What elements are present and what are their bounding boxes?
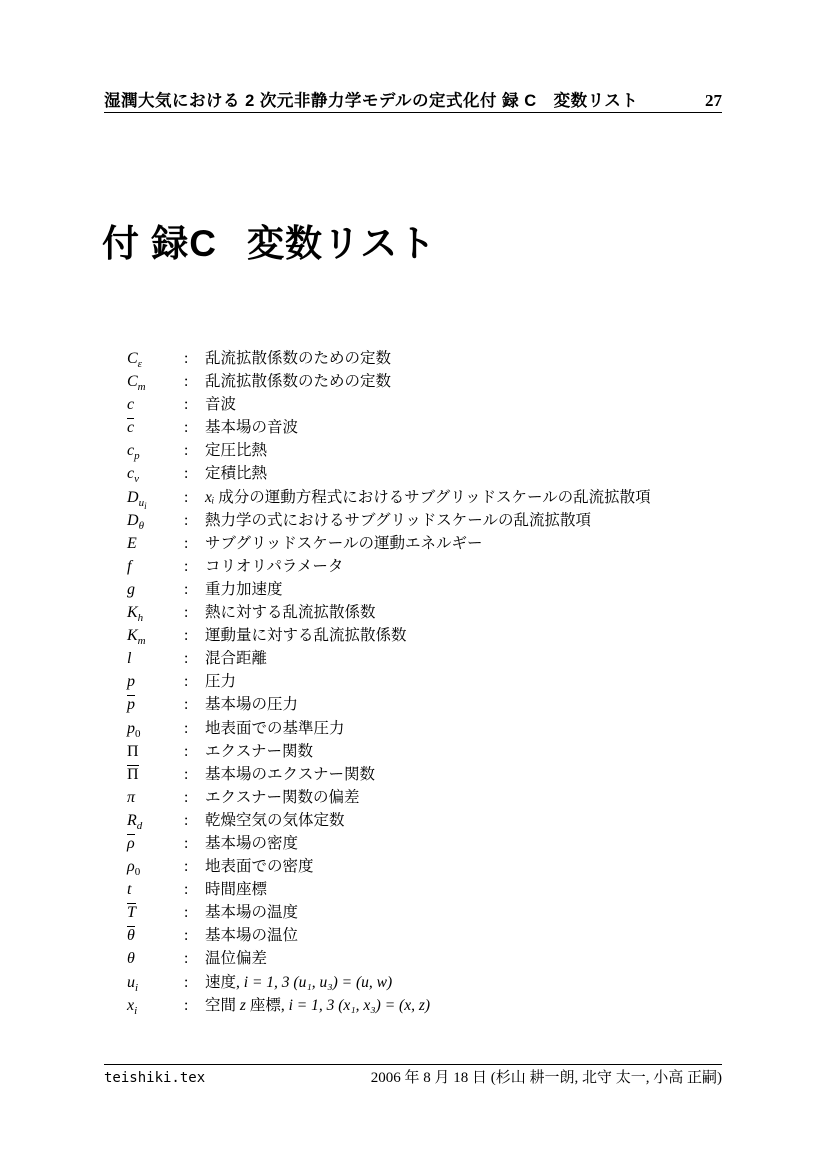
variable-symbol: $c_v$ xyxy=(127,465,139,486)
symbol-desc-separator: : xyxy=(184,488,189,506)
variable-symbol: T xyxy=(127,904,136,922)
variable-description: 基本場の温度 xyxy=(205,904,299,922)
variable-description: 空間 z 座標, i = 1, 3 (x₁, x₃) = (x, z) xyxy=(205,996,431,1014)
symbol-desc-separator: : xyxy=(184,557,189,575)
variable-description: 熱力学の式におけるサブグリッドスケールの乱流拡散項 xyxy=(205,511,591,529)
variable-row xyxy=(127,878,727,901)
symbol-desc-separator: : xyxy=(184,765,189,783)
variable-row xyxy=(127,393,727,416)
variable-description: 熱に対する乱流拡散係数 xyxy=(205,604,376,622)
symbol-desc-separator: : xyxy=(184,604,189,622)
variable-row xyxy=(127,416,727,439)
variable-description: 基本場のエクスナー関数 xyxy=(205,765,376,783)
variable-row xyxy=(127,462,727,485)
variable-list xyxy=(127,347,727,1017)
variable-row xyxy=(127,832,727,855)
variable-description: 温位偏差 xyxy=(205,950,268,968)
variable-symbol: Π xyxy=(127,765,139,783)
symbol-desc-separator: : xyxy=(184,742,189,760)
variable-row xyxy=(127,670,727,693)
variable-description: 定圧比熱 xyxy=(205,442,268,460)
variable-description: 圧力 xyxy=(205,673,237,691)
variable-symbol: c xyxy=(127,396,135,414)
variable-description: 運動量に対する乱流拡散係数 xyxy=(205,627,407,645)
symbol-desc-separator: : xyxy=(184,534,189,552)
variable-symbol: $c_p$ xyxy=(127,442,140,463)
variable-symbol: ρ xyxy=(127,834,135,852)
page-number: 27 xyxy=(705,91,722,110)
symbol-desc-separator: : xyxy=(184,419,189,437)
variable-description: 乱流拡散係数のための定数 xyxy=(205,373,392,391)
variable-row xyxy=(127,555,727,578)
variable-description: 基本場の音波 xyxy=(205,419,299,437)
appendix-title-name: 変数リスト xyxy=(247,223,437,264)
symbol-desc-separator: : xyxy=(184,788,189,806)
variable-description: 定積比熱 xyxy=(205,465,268,483)
variable-row xyxy=(127,786,727,809)
symbol-desc-separator: : xyxy=(184,350,189,367)
symbol-desc-separator: : xyxy=(184,927,189,945)
variable-row xyxy=(127,809,727,832)
symbol-desc-separator: : xyxy=(184,373,189,391)
running-header xyxy=(104,87,722,111)
variable-description: 地表面での基準圧力 xyxy=(205,719,345,737)
variable-symbol: f xyxy=(127,557,132,575)
appendix-title xyxy=(102,213,436,267)
variable-symbol: $C_\varepsilon$ xyxy=(127,350,143,371)
variable-row xyxy=(127,347,727,370)
variable-row xyxy=(127,532,727,555)
variable-symbol: $K_h$ xyxy=(127,604,144,625)
footer xyxy=(104,1067,722,1089)
symbol-desc-separator: : xyxy=(184,834,189,852)
variable-row xyxy=(127,855,727,878)
variable-row xyxy=(127,486,727,509)
footer-filename: teishiki.tex xyxy=(104,1070,206,1086)
variable-description: 基本場の温位 xyxy=(205,927,299,945)
variable-symbol: E xyxy=(127,534,137,552)
variable-description: xᵢ 成分の運動方程式におけるサブグリッドスケールの乱流拡散項 xyxy=(205,488,651,506)
symbol-desc-separator: : xyxy=(184,719,189,737)
variable-row xyxy=(127,370,727,393)
variable-symbol: $\rho_0$ xyxy=(127,858,141,879)
header-rule xyxy=(104,112,722,113)
variable-row xyxy=(127,947,727,970)
variable-row xyxy=(127,578,727,601)
variable-row xyxy=(127,647,727,670)
variable-symbol: g xyxy=(127,580,135,598)
variable-description: エクスナー関数 xyxy=(205,742,314,760)
variable-row xyxy=(127,901,727,924)
variable-symbol: $K_m$ xyxy=(127,627,146,648)
variable-symbol: Π xyxy=(127,742,139,760)
variable-symbol: θ xyxy=(127,927,135,945)
variable-description: 重力加速度 xyxy=(205,580,283,598)
symbol-desc-separator: : xyxy=(184,858,189,876)
variable-symbol: p xyxy=(127,696,135,714)
running-header-title: 湿潤大気における 2 次元非静力学モデルの定式化付 録 C 変数リスト xyxy=(104,92,639,110)
variable-row xyxy=(127,717,727,740)
symbol-desc-separator: : xyxy=(184,904,189,922)
variable-row xyxy=(127,601,727,624)
variable-description: エクスナー関数の偏差 xyxy=(205,788,360,806)
variable-row xyxy=(127,693,727,716)
appendix-title-prefix: 付 録C xyxy=(102,223,217,264)
variable-row xyxy=(127,740,727,763)
footer-rule xyxy=(104,1064,722,1065)
variable-row xyxy=(127,439,727,462)
symbol-desc-separator: : xyxy=(184,650,189,668)
symbol-desc-separator: : xyxy=(184,811,189,829)
variable-symbol: $C_m$ xyxy=(127,373,146,394)
variable-symbol: $x_i$ xyxy=(127,996,138,1017)
variable-description: サブグリッドスケールの運動エネルギー xyxy=(205,534,483,552)
variable-symbol: t xyxy=(127,881,132,899)
symbol-desc-separator: : xyxy=(184,950,189,968)
variable-symbol: p xyxy=(127,673,135,691)
variable-description: 速度, i = 1, 3 (u₁, u₃) = (u, w) xyxy=(205,973,393,991)
variable-symbol: π xyxy=(127,788,136,806)
variable-description: 乾燥空気の気体定数 xyxy=(205,811,345,829)
footer-date-authors: 2006 年 8 月 18 日 (杉山 耕一朗, 北守 太一, 小高 正嗣) xyxy=(370,1070,722,1086)
symbol-desc-separator: : xyxy=(184,627,189,645)
variable-symbol: $p_0$ xyxy=(127,719,141,740)
variable-description: 地表面での密度 xyxy=(205,858,314,876)
symbol-desc-separator: : xyxy=(184,580,189,598)
variable-row xyxy=(127,994,727,1017)
variable-symbol: $D_{u_i}$ xyxy=(127,488,147,511)
variable-row xyxy=(127,509,727,532)
variable-row xyxy=(127,971,727,994)
variable-symbol: c xyxy=(127,419,135,437)
variable-symbol: l xyxy=(127,650,132,668)
variable-row xyxy=(127,924,727,947)
variable-description: 時間座標 xyxy=(205,881,268,899)
variable-description: コリオリパラメータ xyxy=(205,557,344,575)
symbol-desc-separator: : xyxy=(184,511,189,529)
symbol-desc-separator: : xyxy=(184,673,189,691)
symbol-desc-separator: : xyxy=(184,973,189,991)
symbol-desc-separator: : xyxy=(184,996,189,1014)
variable-symbol: $D_\theta$ xyxy=(127,511,144,532)
variable-symbol: $R_d$ xyxy=(127,811,143,833)
variable-row xyxy=(127,763,727,786)
symbol-desc-separator: : xyxy=(184,881,189,899)
variable-description: 音波 xyxy=(205,396,237,414)
variable-symbol: θ xyxy=(127,950,135,968)
variable-row xyxy=(127,624,727,647)
variable-description: 基本場の密度 xyxy=(205,834,299,852)
variable-description: 基本場の圧力 xyxy=(205,696,299,714)
variable-description: 乱流拡散係数のための定数 xyxy=(205,350,392,367)
symbol-desc-separator: : xyxy=(184,465,189,483)
variable-symbol: $u_i$ xyxy=(127,973,139,994)
symbol-desc-separator: : xyxy=(184,696,189,714)
symbol-desc-separator: : xyxy=(184,396,189,414)
variable-description: 混合距離 xyxy=(205,650,268,668)
symbol-desc-separator: : xyxy=(184,442,189,460)
